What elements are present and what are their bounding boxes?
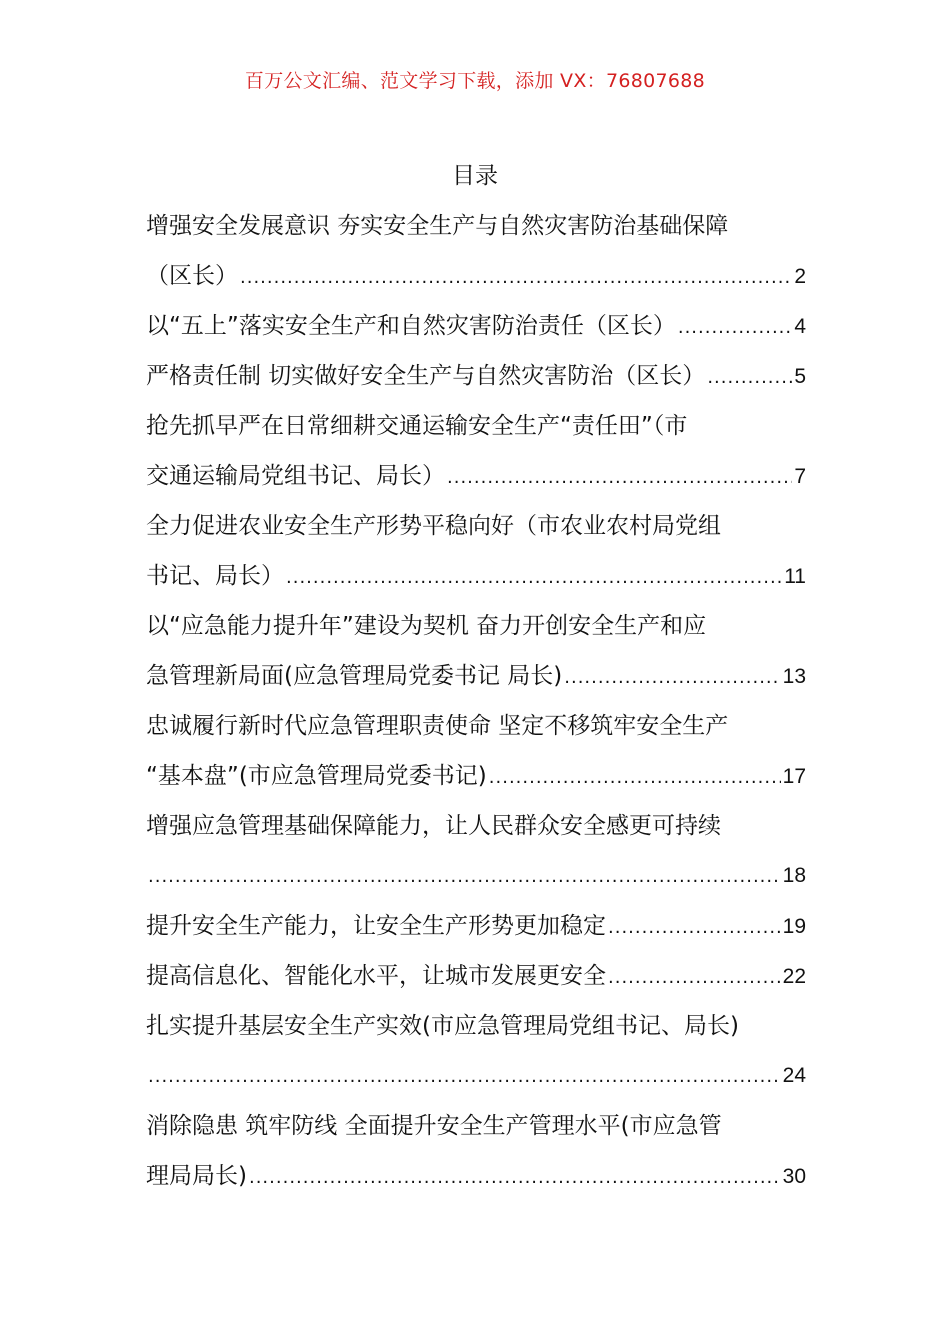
toc-entry-text: 增强安全发展意识 夯实安全生产与自然灾害防治基础保障 [146, 213, 729, 239]
toc-entry[interactable] [146, 1001, 806, 1101]
toc-entry-last-line [146, 351, 806, 401]
toc-entry-text: 增强应急管理基础保障能力，让人民群众安全感更可持续 [146, 813, 721, 839]
dot-leader [249, 1153, 781, 1201]
toc-page-number[interactable]: 24 [782, 1064, 806, 1087]
toc-entry[interactable] [146, 301, 806, 351]
toc-entry[interactable] [146, 951, 806, 1001]
toc-entry-text: 提高信息化、智能化水平，让城市发展更安全 [146, 963, 606, 989]
dot-leader [707, 353, 792, 401]
toc-entry-last-line [146, 551, 806, 601]
dot-leader [148, 1052, 781, 1101]
dot-leader [447, 453, 792, 501]
dot-leader [489, 753, 781, 801]
toc-page-number[interactable]: 17 [782, 765, 806, 788]
toc-entry-last-line [146, 851, 806, 901]
toc-entry-text: 抢先抓早严在日常细耕交通运输安全生产“责任田”（市 [146, 413, 688, 439]
page-title: 目录 [452, 163, 498, 189]
toc-entry[interactable] [146, 201, 806, 301]
toc-entry-text: 以“应急能力提升年”建设为契机 奋力开创安全生产和应 [146, 613, 707, 639]
toc-page-number[interactable]: 4 [794, 315, 806, 338]
toc-page-number[interactable]: 5 [794, 365, 806, 388]
dot-leader [608, 903, 781, 951]
watermark-header: 百万公文汇编、范文学习下载，添加 VX：76807688 [244, 70, 706, 92]
toc-entry-text: 忠诚履行新时代应急管理职责使命 坚定不移筑牢安全生产 [146, 713, 729, 739]
toc-entry-text: 书记、局长） [146, 563, 284, 589]
dot-leader [678, 303, 792, 351]
toc-entry-last-line [146, 301, 806, 351]
toc-entry[interactable] [146, 351, 806, 401]
toc-entry-last-line [146, 901, 806, 951]
toc-entry[interactable] [146, 701, 806, 801]
toc-page-number[interactable]: 22 [782, 965, 806, 988]
toc-entry-text: 消除隐患 筑牢防线 全面提升安全生产管理水平(市应急管 [146, 1113, 722, 1139]
toc-entry-text: （区长） [146, 263, 238, 289]
toc-entry-last-line [146, 451, 806, 501]
toc-entry-text: 急管理新局面(应急管理局党委书记 局长) [146, 663, 563, 689]
toc-entry[interactable] [146, 501, 806, 601]
toc-page-number[interactable]: 19 [782, 915, 806, 938]
toc-page-number[interactable]: 2 [794, 265, 806, 288]
toc-entry-last-line [146, 751, 806, 801]
toc-page-number[interactable]: 11 [784, 565, 806, 588]
toc-entry-last-line [146, 951, 806, 1001]
toc-entry[interactable] [146, 801, 806, 901]
dot-leader [148, 852, 781, 901]
table-of-contents [146, 201, 806, 1201]
toc-page-number[interactable]: 30 [782, 1165, 806, 1188]
toc-entry[interactable] [146, 401, 806, 501]
dot-leader [240, 253, 792, 301]
toc-entry-text: 扎实提升基层安全生产实效(市应急管理局党组书记、局长) [146, 1013, 739, 1039]
toc-entry-text: 全力促进农业安全生产形势平稳向好（市农业农村局党组 [146, 513, 721, 539]
dot-leader [286, 553, 782, 601]
toc-entry-text: “基本盘”(市应急管理局党委书记) [146, 763, 487, 789]
toc-entry-last-line [146, 251, 806, 301]
toc-entry-last-line [146, 1051, 806, 1101]
toc-entry-last-line [146, 651, 806, 701]
toc-entry-text: 理局局长) [146, 1163, 247, 1189]
toc-entry-text: 提升安全生产能力，让安全生产形势更加稳定 [146, 913, 606, 939]
toc-entry-last-line [146, 1151, 806, 1201]
toc-page-number[interactable]: 13 [782, 665, 806, 688]
toc-page-number[interactable]: 7 [794, 465, 806, 488]
dot-leader [564, 653, 780, 701]
toc-entry-text: 交通运输局党组书记、局长） [146, 463, 445, 489]
dot-leader [608, 953, 781, 1001]
toc-page-number[interactable]: 18 [782, 864, 806, 887]
toc-entry-text: 严格责任制 切实做好安全生产与自然灾害防治（区长） [146, 363, 706, 389]
toc-entry[interactable] [146, 601, 806, 701]
toc-entry[interactable] [146, 1101, 806, 1201]
toc-entry[interactable] [146, 901, 806, 951]
toc-entry-text: 以“五上”落实安全生产和自然灾害防治责任（区长） [146, 313, 676, 339]
